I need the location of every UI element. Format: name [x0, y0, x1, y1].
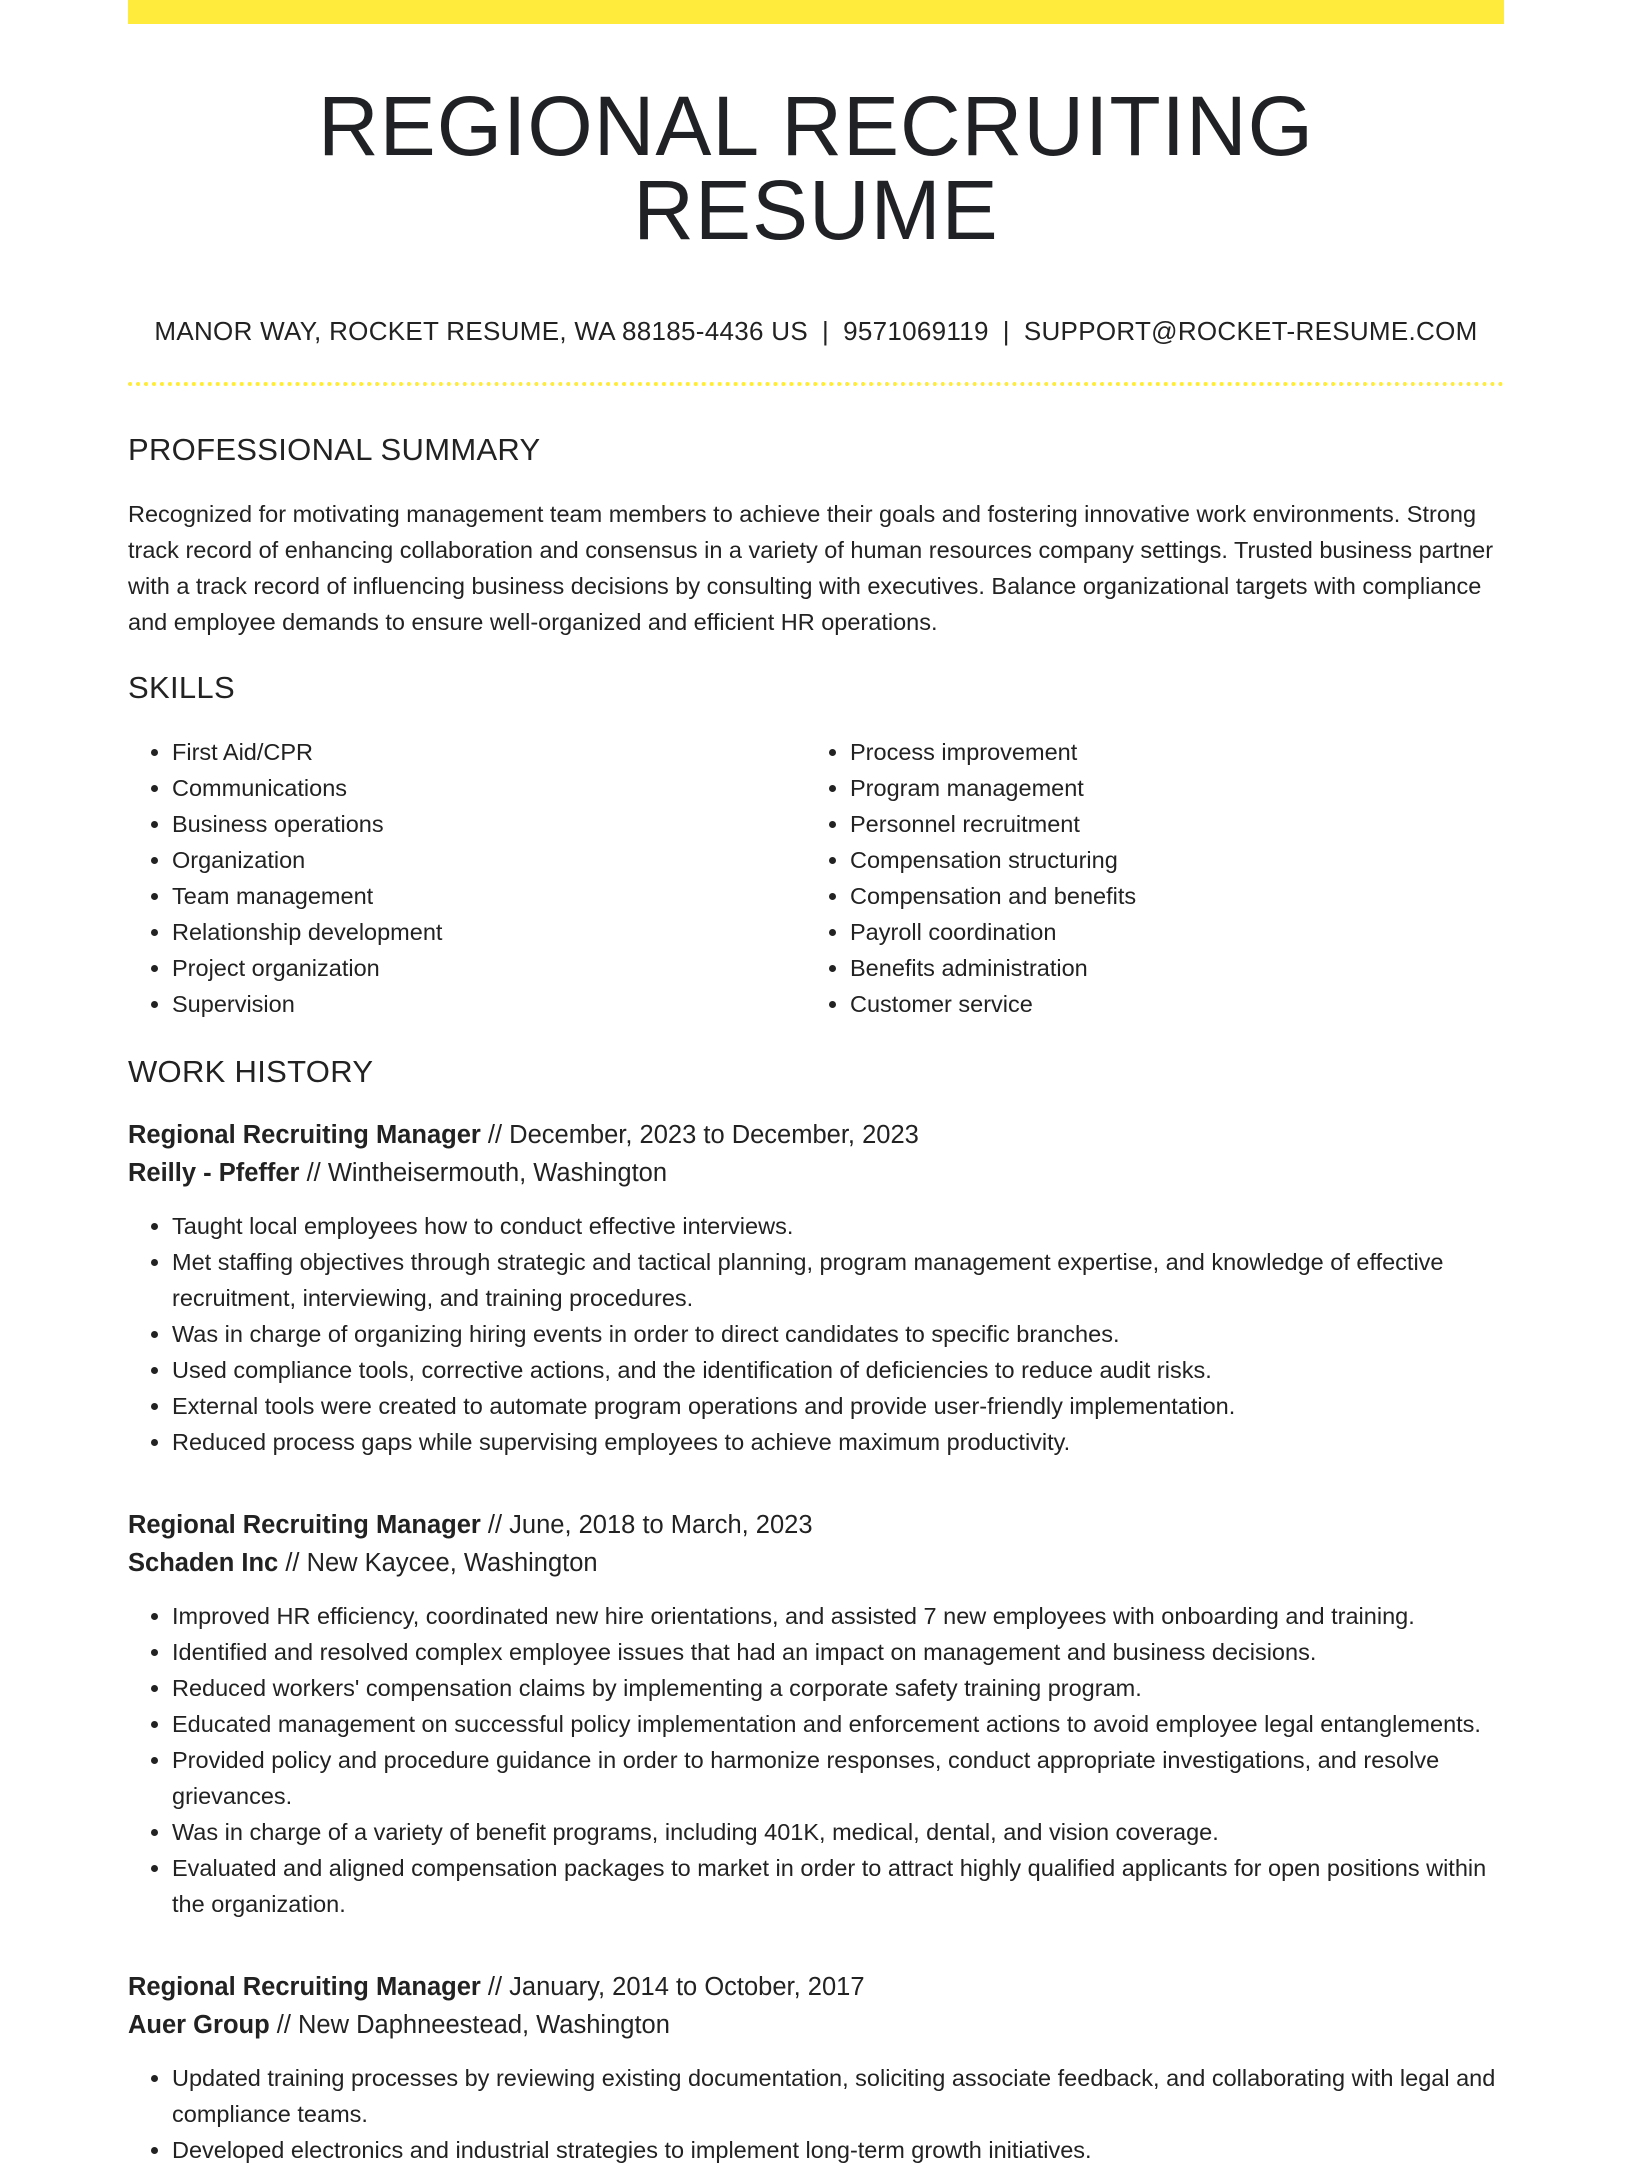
job-location: // Wintheisermouth, Washington: [306, 1159, 668, 1187]
job-bullet: • Educated management on successful policy implementation and enforcement actions to avoid employee legal entanglements.: [172, 1706, 1504, 1742]
skill-item: • Relationship development: [172, 914, 806, 950]
skill-item: • Organization: [172, 842, 806, 878]
skill-item: • Supervision: [172, 986, 806, 1022]
job-bullet: • Developed electronics and industrial strategies to implement long-term growth initiatives.: [172, 2132, 1504, 2168]
job-company: Reilly - Pfeffer: [128, 1159, 300, 1187]
job-entry: [128, 1506, 1504, 1922]
job-company-line: [128, 1154, 1504, 1192]
skill-item: • Process improvement: [850, 734, 1484, 770]
job-bullets: [128, 1598, 1504, 1922]
summary-text: Recognized for motivating management team members to achieve their goals and fostering innovative work environments. Strong track record of enhancing collaboration and consensus in a variety of human resources company settings. Trusted business partner with a track record of influencing business decisions by consulting with executives. Balance organizational targets with compliance and employee demands to ensure well-organized and efficient HR operations.: [128, 501, 1494, 635]
contact-email: SUPPORT@ROCKET-RESUME.COM: [1023, 316, 1478, 346]
job-bullet: • Taught local employees how to conduct effective interviews.: [172, 1208, 1504, 1244]
job-bullet: • Used compliance tools, corrective actions, and the identification of deficiencies to reduce audit risks.: [172, 1352, 1504, 1388]
contact-phone: 9571069119: [843, 316, 989, 346]
job-bullet: • Provided policy and procedure guidance in order to harmonize responses, conduct appropriate investigations, and resolve grievances.: [172, 1742, 1504, 1814]
skill-item: • Team management: [172, 878, 806, 914]
skills-list: [128, 734, 1504, 1022]
resume-page: [128, 0, 1504, 2168]
job-company: Schaden Inc: [128, 1549, 279, 1577]
job-position: Regional Recruiting Manager: [128, 1973, 481, 2001]
job-bullet: • Evaluated and aligned compensation packages to market in order to attract highly qualified applicants for open positions within the organization.: [172, 1850, 1504, 1922]
job-company-line: [128, 2006, 1504, 2044]
job-bullet: • Updated training processes by reviewing existing documentation, soliciting associate feedback, and collaborating with legal and compliance teams.: [172, 2060, 1504, 2132]
job-entry: [128, 1968, 1504, 2168]
job-company: Auer Group: [128, 2011, 270, 2039]
job-location: // New Daphneestead, Washington: [276, 2011, 670, 2039]
skill-item: • Project organization: [172, 950, 806, 986]
skill-item: • Benefits administration: [850, 950, 1484, 986]
job-bullet: • Improved HR efficiency, coordinated new hire orientations, and assisted 7 new employees with onboarding and training.: [172, 1598, 1504, 1634]
skill-item: • Customer service: [850, 986, 1484, 1022]
skill-item: • Payroll coordination: [850, 914, 1484, 950]
skill-item: • Program management: [850, 770, 1484, 806]
contact-separator: |: [822, 316, 830, 346]
job-bullet: • Was in charge of organizing hiring events in order to direct candidates to specific branches.: [172, 1316, 1504, 1352]
skill-item: • Personnel recruitment: [850, 806, 1484, 842]
skill-item: • Communications: [172, 770, 806, 806]
skill-item: • First Aid/CPR: [172, 734, 806, 770]
job-bullet: • Met staffing objectives through strategic and tactical planning, program management expertise, and knowledge of effective recruitment, interviewing, and training procedures.: [172, 1244, 1504, 1316]
top-accent-bar: [128, 0, 1504, 24]
job-title-line: [128, 1116, 1504, 1154]
skills-heading: SKILLS: [128, 670, 235, 705]
skill-item: • Compensation and benefits: [850, 878, 1484, 914]
job-dates: // June, 2018 to March, 2023: [487, 1511, 813, 1539]
skill-item: • Business operations: [172, 806, 806, 842]
job-dates: // January, 2014 to October, 2017: [487, 1973, 865, 2001]
resume-title: REGIONAL RECRUITING RESUME: [318, 79, 1314, 257]
skill-item: • Compensation structuring: [850, 842, 1484, 878]
job-bullets: [128, 1208, 1504, 1460]
work-history-list: [128, 1116, 1504, 2168]
skills-column-left: [128, 734, 806, 1022]
job-company-line: [128, 1544, 1504, 1582]
summary-heading: PROFESSIONAL SUMMARY: [128, 432, 541, 467]
contact-line: [128, 316, 1504, 347]
skills-column-right: [806, 734, 1484, 1022]
job-bullet: • Was in charge of a variety of benefit programs, including 401K, medical, dental, and vision coverage.: [172, 1814, 1504, 1850]
job-bullets: [128, 2060, 1504, 2168]
job-bullet: • Reduced workers' compensation claims by implementing a corporate safety training program.: [172, 1670, 1504, 1706]
job-bullet: • Reduced process gaps while supervising employees to achieve maximum productivity.: [172, 1424, 1504, 1460]
job-entry: [128, 1116, 1504, 1460]
job-position: Regional Recruiting Manager: [128, 1511, 481, 1539]
job-bullet: • External tools were created to automate program operations and provide user-friendly implementation.: [172, 1388, 1504, 1424]
job-title-line: [128, 1968, 1504, 2006]
job-bullet: • Identified and resolved complex employee issues that had an impact on management and business decisions.: [172, 1634, 1504, 1670]
contact-address: MANOR WAY, ROCKET RESUME, WA 88185-4436 US: [154, 316, 809, 346]
work-history-heading: WORK HISTORY: [128, 1054, 374, 1089]
header-divider: [128, 382, 1504, 386]
job-location: // New Kaycee, Washington: [285, 1549, 598, 1577]
job-dates: // December, 2023 to December, 2023: [487, 1121, 919, 1149]
contact-separator: |: [1002, 316, 1010, 346]
job-title-line: [128, 1506, 1504, 1544]
job-position: Regional Recruiting Manager: [128, 1121, 481, 1149]
